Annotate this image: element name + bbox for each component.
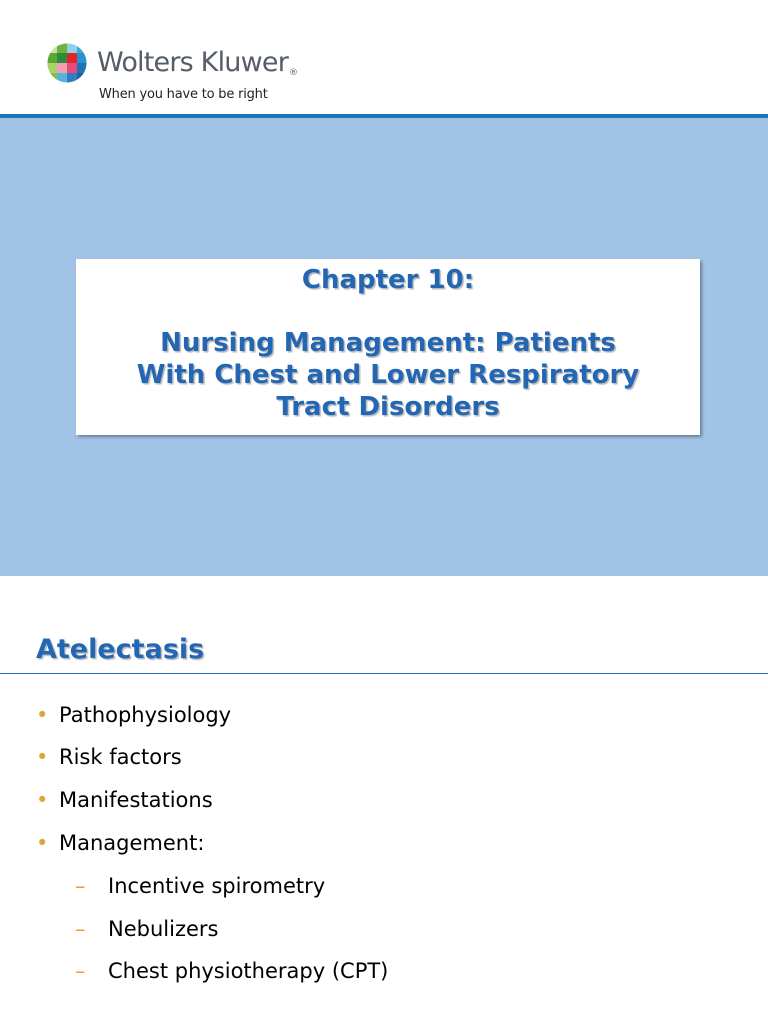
slide-title: Atelectasis <box>36 634 205 665</box>
sub-bullet-marker: – <box>75 959 86 983</box>
sub-list-item-text: Nebulizers <box>108 917 219 941</box>
chapter-title-line: Tract Disorders <box>276 392 500 422</box>
sub-list-item-text: Incentive spirometry <box>108 874 326 898</box>
list-item <box>36 742 182 772</box>
chapter-heading: Chapter 10: <box>301 265 475 295</box>
bullet-marker: • <box>36 831 49 855</box>
bullet-marker: • <box>36 703 49 727</box>
wolters-kluwer-logo-icon <box>47 43 87 83</box>
sub-list-item <box>75 914 218 944</box>
slide-title-divider <box>0 673 768 674</box>
sub-list-item <box>75 871 325 901</box>
logo-tagline: When you have to be right <box>99 87 268 102</box>
chapter-title <box>76 327 700 423</box>
chapter-title-line: Nursing Management: Patients <box>160 328 616 358</box>
chapter-title-line: With Chest and Lower Respiratory <box>136 360 640 390</box>
title-card <box>76 259 700 435</box>
logo-wordmark: Wolters Kluwer® <box>97 47 298 78</box>
header <box>0 0 768 114</box>
list-item-text: Manifestations <box>59 788 213 812</box>
list-item-text: Management: <box>59 831 205 855</box>
bullet-marker: • <box>36 745 49 769</box>
list-item <box>36 700 231 730</box>
sub-list-item-text: Chest physiotherapy (CPT) <box>108 959 389 983</box>
list-item-text: Risk factors <box>59 745 182 769</box>
sub-bullet-marker: – <box>75 874 86 898</box>
sub-bullet-marker: – <box>75 917 86 941</box>
list-item <box>36 828 204 858</box>
list-item <box>36 785 213 815</box>
sub-list-item <box>75 956 388 986</box>
bullet-marker: • <box>36 788 49 812</box>
list-item-text: Pathophysiology <box>59 703 232 727</box>
